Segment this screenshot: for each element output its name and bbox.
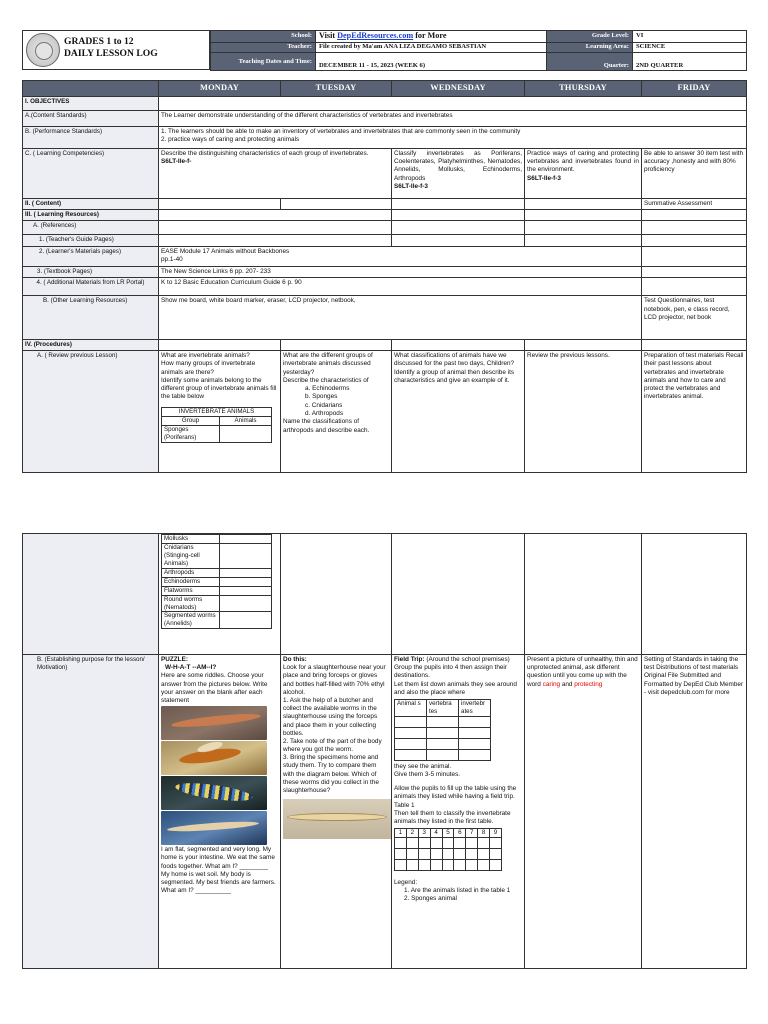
teacher-value: File created by Ma'am ANA LIZA DEGAMO SEBASTIAN	[316, 42, 547, 53]
grade-level-label: Grade Level:	[547, 31, 633, 43]
header-info-table	[210, 30, 747, 71]
col-animals: Animals	[220, 417, 272, 426]
puzzle-title: PUZZLE:	[161, 656, 188, 663]
teachers-guide-label: 1. (Teacher's Guide Pages)	[23, 235, 159, 247]
review-thursday: Review the previous lessons.	[525, 351, 642, 473]
flatworm-picture	[161, 776, 267, 810]
teaching-dates-value: DECEMBER 11 - 15, 2023 (WEEK 6)	[316, 53, 547, 71]
review-lesson-label: A. ( Review previous Lesson)	[23, 351, 159, 473]
worm-diagram-picture	[283, 799, 391, 839]
learning-competencies-label: C. ( Learning Competencies)	[23, 149, 159, 199]
riddle-1: I am flat, segmented and very long. My home is your intestine. We eat the same foods together. What am I? ________	[161, 846, 275, 870]
document-title	[64, 36, 158, 60]
performance-standards-label: B. (Performance Standards)	[23, 127, 159, 149]
animals-input-cell[interactable]	[220, 535, 272, 544]
invertebrate-table-part2	[161, 534, 272, 629]
competency-thursday: Practice ways of caring and protecting vertebrates and invertebrates found in the environment. S6LT-IIe-f-3	[525, 149, 642, 199]
classification-table: 1 2 3 4 5 6 7 8 9	[394, 828, 502, 871]
purpose-thursday: Present a picture of unhealthy, thin and unprotected animal, ask different question until you come up with the word caring and protecting	[525, 655, 642, 969]
roundworm-picture	[161, 811, 267, 845]
deped-seal-icon	[26, 33, 60, 67]
col-vertebrates: vertebra tes	[427, 699, 459, 716]
textbook-pages-label: 3. (Textbook Pages)	[23, 267, 159, 278]
tapeworm-picture	[161, 706, 267, 740]
additional-materials-value: K to 12 Basic Education Curriculum Guide 6 p. 90	[159, 278, 642, 296]
title-line-2: DAILY LESSON LOG	[64, 47, 158, 59]
learning-area-label: Learning Area:	[547, 42, 633, 53]
additional-materials-label: 4. ( Additional Materials from LR Portal)	[23, 278, 159, 296]
teaching-dates-label: Teaching Dates and Time:	[211, 53, 316, 71]
day-thursday: THURSDAY	[525, 81, 642, 97]
quarter-value: 2ND QUARTER	[633, 53, 747, 71]
keyword-protecting: protecting	[574, 680, 603, 688]
animals-input-cell[interactable]	[220, 595, 272, 612]
learning-resources-label: III. ( Learning Resources)	[23, 210, 159, 221]
col-animals: Animal s	[395, 699, 427, 716]
content-standards-value: The Learner demonstrate understanding of the different characteristics of vertebrates and invertebrates	[159, 111, 747, 127]
learners-materials-value: EASE Module 17 Animals without Backbones pp.1-40	[159, 247, 642, 267]
table-row	[395, 749, 491, 760]
table-row: Mollusks	[162, 535, 272, 544]
invertebrate-table-part1	[161, 407, 272, 443]
day-monday: MONDAY	[159, 81, 281, 97]
review-monday: What are invertebrate animals? How many groups of invertebrate animals are there? Identify some animals belong to the different group of invertebrate animals fill the table below INVERTEBRATE ANIMALS Group Animals Sponges (Poriferans)	[159, 351, 281, 473]
table-row	[395, 849, 502, 860]
competency-monday: Describe the distinguishing characteristics of each group of invertebrates. S6LT-IIe-f-	[159, 149, 392, 199]
animals-input-cell[interactable]	[220, 586, 272, 595]
learners-materials-label: 2. (Learner's Materials pages)	[23, 247, 159, 267]
table-row	[395, 738, 491, 749]
textbook-pages-value: The New Science Links 6 pp. 207- 233	[159, 267, 642, 278]
animals-input-cell[interactable]	[220, 568, 272, 577]
table-row: Segmented worms (Annelids)	[162, 612, 272, 629]
content-standards-label: A.(Content Standards)	[23, 111, 159, 127]
other-resources-friday: Test Questionnaires, test notebook, pen, e class record, LCD projector, net book	[642, 296, 747, 340]
review-monday-continued	[159, 534, 281, 655]
other-resources-value: Show me board, white board marker, eraser, LCD projector, netbook,	[159, 296, 642, 340]
establishing-purpose-label: B. (Establishing purpose for the lesson/ Motivation)	[23, 655, 159, 969]
objectives-label: I. OBJECTIVES	[23, 97, 159, 111]
animals-input-cell[interactable]	[220, 543, 272, 568]
competency-friday: Be able to answer 30 item test with accuracy ,honesty and with 80% proficiency	[642, 149, 747, 199]
riddle-2: My home is wet soil. My body is segmented. My best friends are farmers. What am I? __________	[161, 870, 276, 895]
corner-cell	[23, 81, 159, 97]
learning-area-value: SCIENCE	[633, 42, 747, 53]
keyword-caring: caring	[542, 680, 561, 688]
table-row	[395, 860, 502, 871]
teacher-label: Teacher:	[211, 42, 316, 53]
wasp-picture	[161, 741, 267, 775]
field-trip-table	[394, 699, 491, 761]
review-friday: Preparation of test materials Recall their past lessons about vertebrates and invertebrate animals and how to care and protect the vertebrates and invertebrates animal.	[642, 351, 747, 473]
animals-input-cell[interactable]	[220, 426, 272, 443]
day-tuesday: TUESDAY	[281, 81, 392, 97]
table-row: Cnidarians (Stinging-cell Animals)	[162, 543, 272, 568]
day-wednesday: WEDNESDAY	[392, 81, 525, 97]
col-invertebrates: invertebr ates	[459, 699, 491, 716]
review-wednesday: What classifications of animals have we discussed for the past two days, Children? Identify a group of animal then describe its characteristics and give an example of it.	[392, 351, 525, 473]
puzzle-subtitle: W-H-A-T --AM--I?	[165, 664, 217, 672]
table-row: Sponges (Poriferans)	[162, 426, 272, 443]
quarter-label: Quarter:	[547, 53, 633, 71]
col-group: Group	[162, 417, 220, 426]
animals-input-cell[interactable]	[220, 612, 272, 629]
table-row: Arthropods	[162, 568, 272, 577]
title-line-1: GRADES 1 to 12	[64, 36, 134, 47]
table-row: Flatworms	[162, 586, 272, 595]
invertebrate-table-title: INVERTEBRATE ANIMALS	[162, 408, 272, 417]
content-friday: Summative Assessment	[642, 199, 747, 210]
purpose-monday: PUZZLE: W-H-A-T --AM--I? Here are some riddles. Choose your answer from the pictures below. Write your answer on the blank after each statement I am flat, segmented and very long. My home is your intestine. We eat the same foods together. What am I? ________ My home is wet soil. My body is segmented. My best friends are farmers. What am I? __________	[159, 655, 281, 969]
table-row	[395, 838, 502, 849]
competency-wednesday: Classify invertebrates as Poriferans, Coelenterates, Platyhelminthes, Nematodes, Annelids, Mollusks, Echinoderms, Arthropods S6LT-IIe-f-3	[392, 149, 525, 199]
review-tuesday: What are the different groups of invertebrate animals discussed yesterday? Describe the characteristics of a. Echinoderms b. Sponges c. Cnidarians d. Arthropods Name the classifications of arthropods and describe each.	[281, 351, 392, 473]
table-row: Round worms (Nematods)	[162, 595, 272, 612]
table-row	[395, 727, 491, 738]
table-row	[395, 716, 491, 727]
depedresources-link[interactable]: DepEdResources.com	[337, 31, 414, 40]
school-value: Visit DepEdResources.com for More	[316, 31, 547, 43]
day-friday: FRIDAY	[642, 81, 747, 97]
purpose-friday: Setting of Standards in taking the test Distributions of test materials Original File Submitted and Formatted by DepEd Club Member - visit depedclub.com for more	[642, 655, 747, 969]
procedures-label: IV. (Procedures)	[23, 340, 159, 351]
continued-label-cell	[23, 534, 159, 655]
other-resources-label: B. (Other Learning Resources)	[23, 296, 159, 340]
performance-standards-value: 1. The learners should be able to make an inventory of vertebrates and invertebrates that are commonly seen in the community 2. practice ways of caring and protecting animals	[159, 127, 747, 149]
grade-level-value: VI	[633, 31, 747, 43]
purpose-wednesday: Field Trip: (Around the school premises) Group the pupils into 4 then assign their destinations. Let them list down animals they see around and also the place where Animal s vertebra tes invertebr ates they see the animal. Give them 3-5 minutes. Allow the pupils to fill up the table using the animals they listed while having a field trip. Table 1 Then tell them to classify the invertebrate animals they listed in the first table. 1 2 3 4 5 6 7 8 9 Legend: 1. Are the animals listed in the table 1 2. Sponges animal	[392, 655, 525, 969]
references-label: A. (References)	[23, 221, 159, 235]
purpose-tuesday: Do this: Look for a slaughterhouse near your place and bring forceps or gloves and bottles half-filled with 70% ethyl alcohol. 1. Ask the help of a butcher and collect the available worms in the slaughterhouse using the forceps and place them in your collecting bottles. 2. Take note of the part of the body where you got the worm. 3. Bring the specimens home and study them. Try to compare them with the diagram below. Which of these worms did you collect in the slaughterhouse?	[281, 655, 392, 969]
objectives-row	[159, 97, 747, 111]
animals-input-cell[interactable]	[220, 577, 272, 586]
school-label: School:	[211, 31, 316, 43]
content-label: II. ( Content)	[23, 199, 159, 210]
lesson-log-table-part1	[22, 80, 747, 473]
lesson-log-table-part2	[22, 533, 747, 969]
table-row: Echinoderms	[162, 577, 272, 586]
